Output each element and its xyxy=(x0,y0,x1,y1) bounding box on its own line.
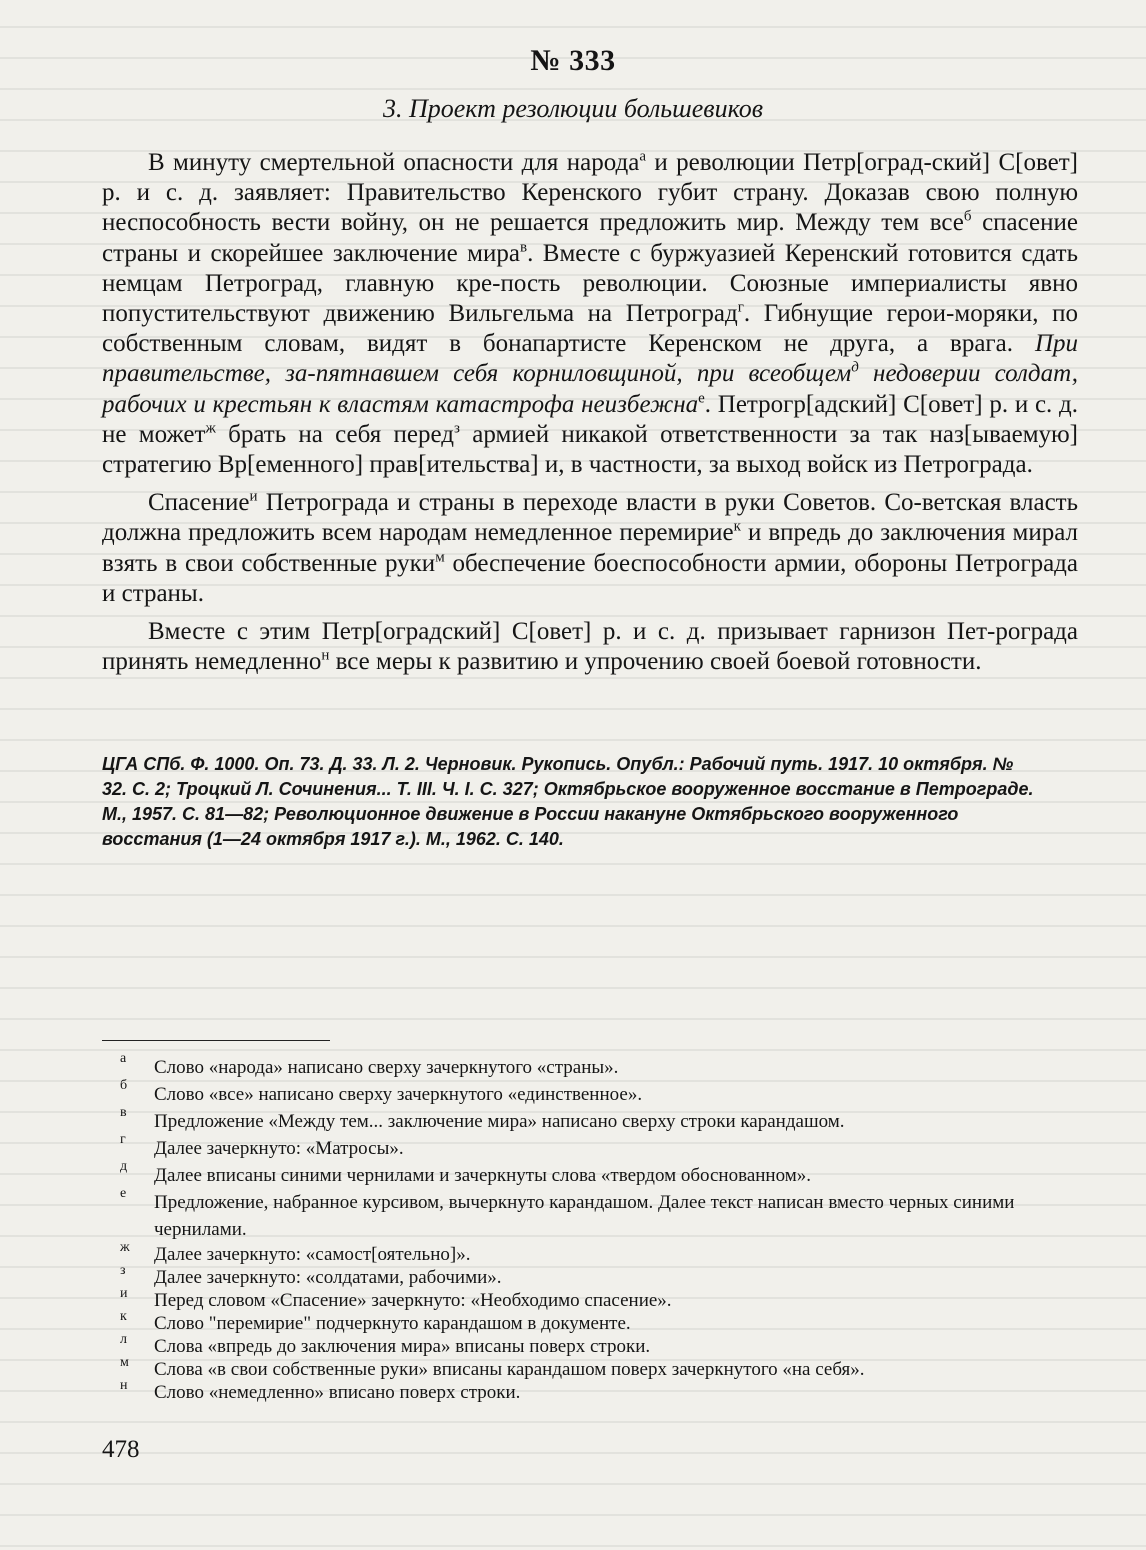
paragraph-2: Спасение$^и$ Петрограда и страны в переходе власти в руки Советов. Со-ветская власть должна предложить всем народам немедленное перемирие$^к$ и впредь до заключения мирал взять в свои собственные руки$^м$ обеспечение боеспособности армии, обороны Петрограда и страны. xyxy=(102,488,1079,607)
footnote-item xyxy=(102,1105,1082,1135)
footnote-item xyxy=(102,1355,1082,1381)
paragraph-3: Вместе с этим Петр[оградский] С[овет] р. и с. д. призывает гарнизон Пет-рограда принять немедленно$^н$ все меры к развитию и упрочению своей боевой готовности. xyxy=(102,618,1078,676)
footnote-ref-k: к xyxy=(733,519,741,536)
footnote-marker: б xyxy=(120,1078,128,1093)
footnotes-list xyxy=(102,1051,1082,1404)
footnote-ref-v: в xyxy=(519,239,528,256)
footnote-ref-zh: ж xyxy=(205,420,216,437)
footnote-ref-m: м xyxy=(435,549,445,566)
paragraph-1: В минуту смертельной опасности для народа$^а$ и революции Петр[оград-ский] С[овет] р. и с. д. заявляет: Правительство Керенского губит страну. Доказав свою полную неспособность вести войну, он не решается предложить мир. Между тем все$^б$ спасение страны и скорейшее заключение мира$^в$. Вместе с буржуазией Керенский готовится сдать немцам Петроград, главную кре-пость революции. Союзные империалисты явно попустительствуют движению Вильгельма на Петроград$^г$. Гибнущие герои-моряки, по собственным словам, видят в бонапартисте Керенском не друга, а врага. При правительстве, за-пятнавшем себя корниловщиной, при всеобщем$^д$ недоверии солдат, рабочих и крестьян к властям катастрофа неизбежна$^е$. Петрогр[адский] С[овет] р. и с. д. не может$^ж$ брать на себя перед$^з$ армией никакой ответственности за так наз[ываемую] стратегию Вр[еменного] прав[ительства] и, в частности, за выход войск из Петрограда. xyxy=(102,148,1079,479)
footnote-item xyxy=(102,1286,1082,1312)
footnote-ref-i: и xyxy=(249,488,258,505)
footnote-ref-a: а xyxy=(639,148,646,165)
footnote-item xyxy=(102,1378,1082,1404)
page-number: 478 xyxy=(102,1436,140,1463)
footnote-item xyxy=(102,1159,1082,1189)
footnote-marker: м xyxy=(120,1355,129,1370)
footnote-item xyxy=(102,1132,1082,1162)
footnote-marker: д xyxy=(120,1159,128,1174)
footnote-marker: а xyxy=(120,1051,127,1066)
footnote-ref-g: г xyxy=(737,299,744,316)
footnote-marker: и xyxy=(120,1286,128,1301)
footnote-marker: л xyxy=(120,1332,127,1347)
footnote-marker: г xyxy=(120,1132,126,1147)
footnote-item xyxy=(102,1078,1082,1108)
document-body xyxy=(102,148,1078,677)
footnote-ref-b: б xyxy=(963,209,972,226)
footnote-text: Слова «впредь до заключения мира» вписаны поверх строки. xyxy=(154,1336,651,1357)
archival-source-citation: ЦГА СПб. Ф. 1000. Оп. 73. Д. 33. Л. 2. Черновик. Рукопись. Опубл.: Рабочий путь. 1917. 10 октября. № 32. С. 2; Троцкий Л. Сочинения... Т. III. Ч. I. С. 327; Октябрьское вооруженное восстание в Петрограде. М., 1957. С. 81—82; Революционное движение в России накануне Октябрьского вооруженного восстания (1—24 октября 1917 г.). М., 1962. С. 140. xyxy=(102,754,1034,849)
footnote-text: Слово "перемирие" подчеркнуто карандашом в документе. xyxy=(154,1313,631,1334)
footnote-marker: в xyxy=(120,1105,127,1120)
footnote-text: Далее вписаны синими чернилами и зачеркнуты слова «твердом обоснованном». xyxy=(154,1165,811,1186)
footnote-item xyxy=(102,1309,1082,1335)
footnote-text: Слово «немедленно» вписано поверх строки. xyxy=(154,1382,521,1403)
footnote-marker: к xyxy=(120,1309,127,1324)
footnote-marker: ж xyxy=(120,1240,130,1255)
footnote-text: Далее зачеркнуто: «солдатами, рабочими». xyxy=(154,1267,502,1288)
footnote-text: Слова «в свои собственные руки» вписаны карандашом поверх зачеркнутого «на себя». xyxy=(154,1359,865,1380)
footnote-ref-n: н xyxy=(321,647,330,664)
footnote-ref-d: д xyxy=(851,360,859,377)
footnote-item xyxy=(102,1263,1082,1289)
footnote-text: Слово «народа» написано сверху зачеркнутого «страны». xyxy=(154,1057,619,1078)
footnote-text: Далее зачеркнуто: «самост[оятельно]». xyxy=(154,1244,471,1265)
footnote-text: Перед словом «Спасение» зачеркнуто: «Необходимо спасение». xyxy=(154,1290,672,1311)
footnote-item xyxy=(102,1240,1082,1266)
footnote-text: Предложение, набранное курсивом, вычеркнуто карандашом. Далее текст написан вместо черных синими чернилами. xyxy=(154,1192,1015,1240)
footnote-ref-z: з xyxy=(454,420,460,437)
italic-crossed-sentence: При правительстве, за-пятнавшем себя корниловщиной, при всеобщем$^д$ недоверии солдат, рабочих и крестьян к властям катастрофа неизбежна xyxy=(102,330,1079,418)
document-number: № 333 xyxy=(530,44,616,77)
footnote-divider xyxy=(102,1040,330,1041)
footnote-item xyxy=(102,1332,1082,1358)
footnote-item xyxy=(102,1051,1082,1081)
footnote-marker: н xyxy=(120,1378,128,1393)
footnote-text: Слово «все» написано сверху зачеркнутого «единственное». xyxy=(154,1084,643,1105)
footnote-ref-e: е xyxy=(698,390,705,407)
footnote-marker: е xyxy=(120,1186,127,1201)
footnote-marker: з xyxy=(120,1263,126,1278)
footnote-item xyxy=(102,1186,1082,1243)
footnote-text: Предложение «Между тем... заключение мира» написано сверху строки карандашом. xyxy=(154,1111,845,1132)
footnote-text: Далее зачеркнуто: «Матросы». xyxy=(154,1138,404,1159)
document-title: 3. Проект резолюции большевиков xyxy=(382,94,764,123)
